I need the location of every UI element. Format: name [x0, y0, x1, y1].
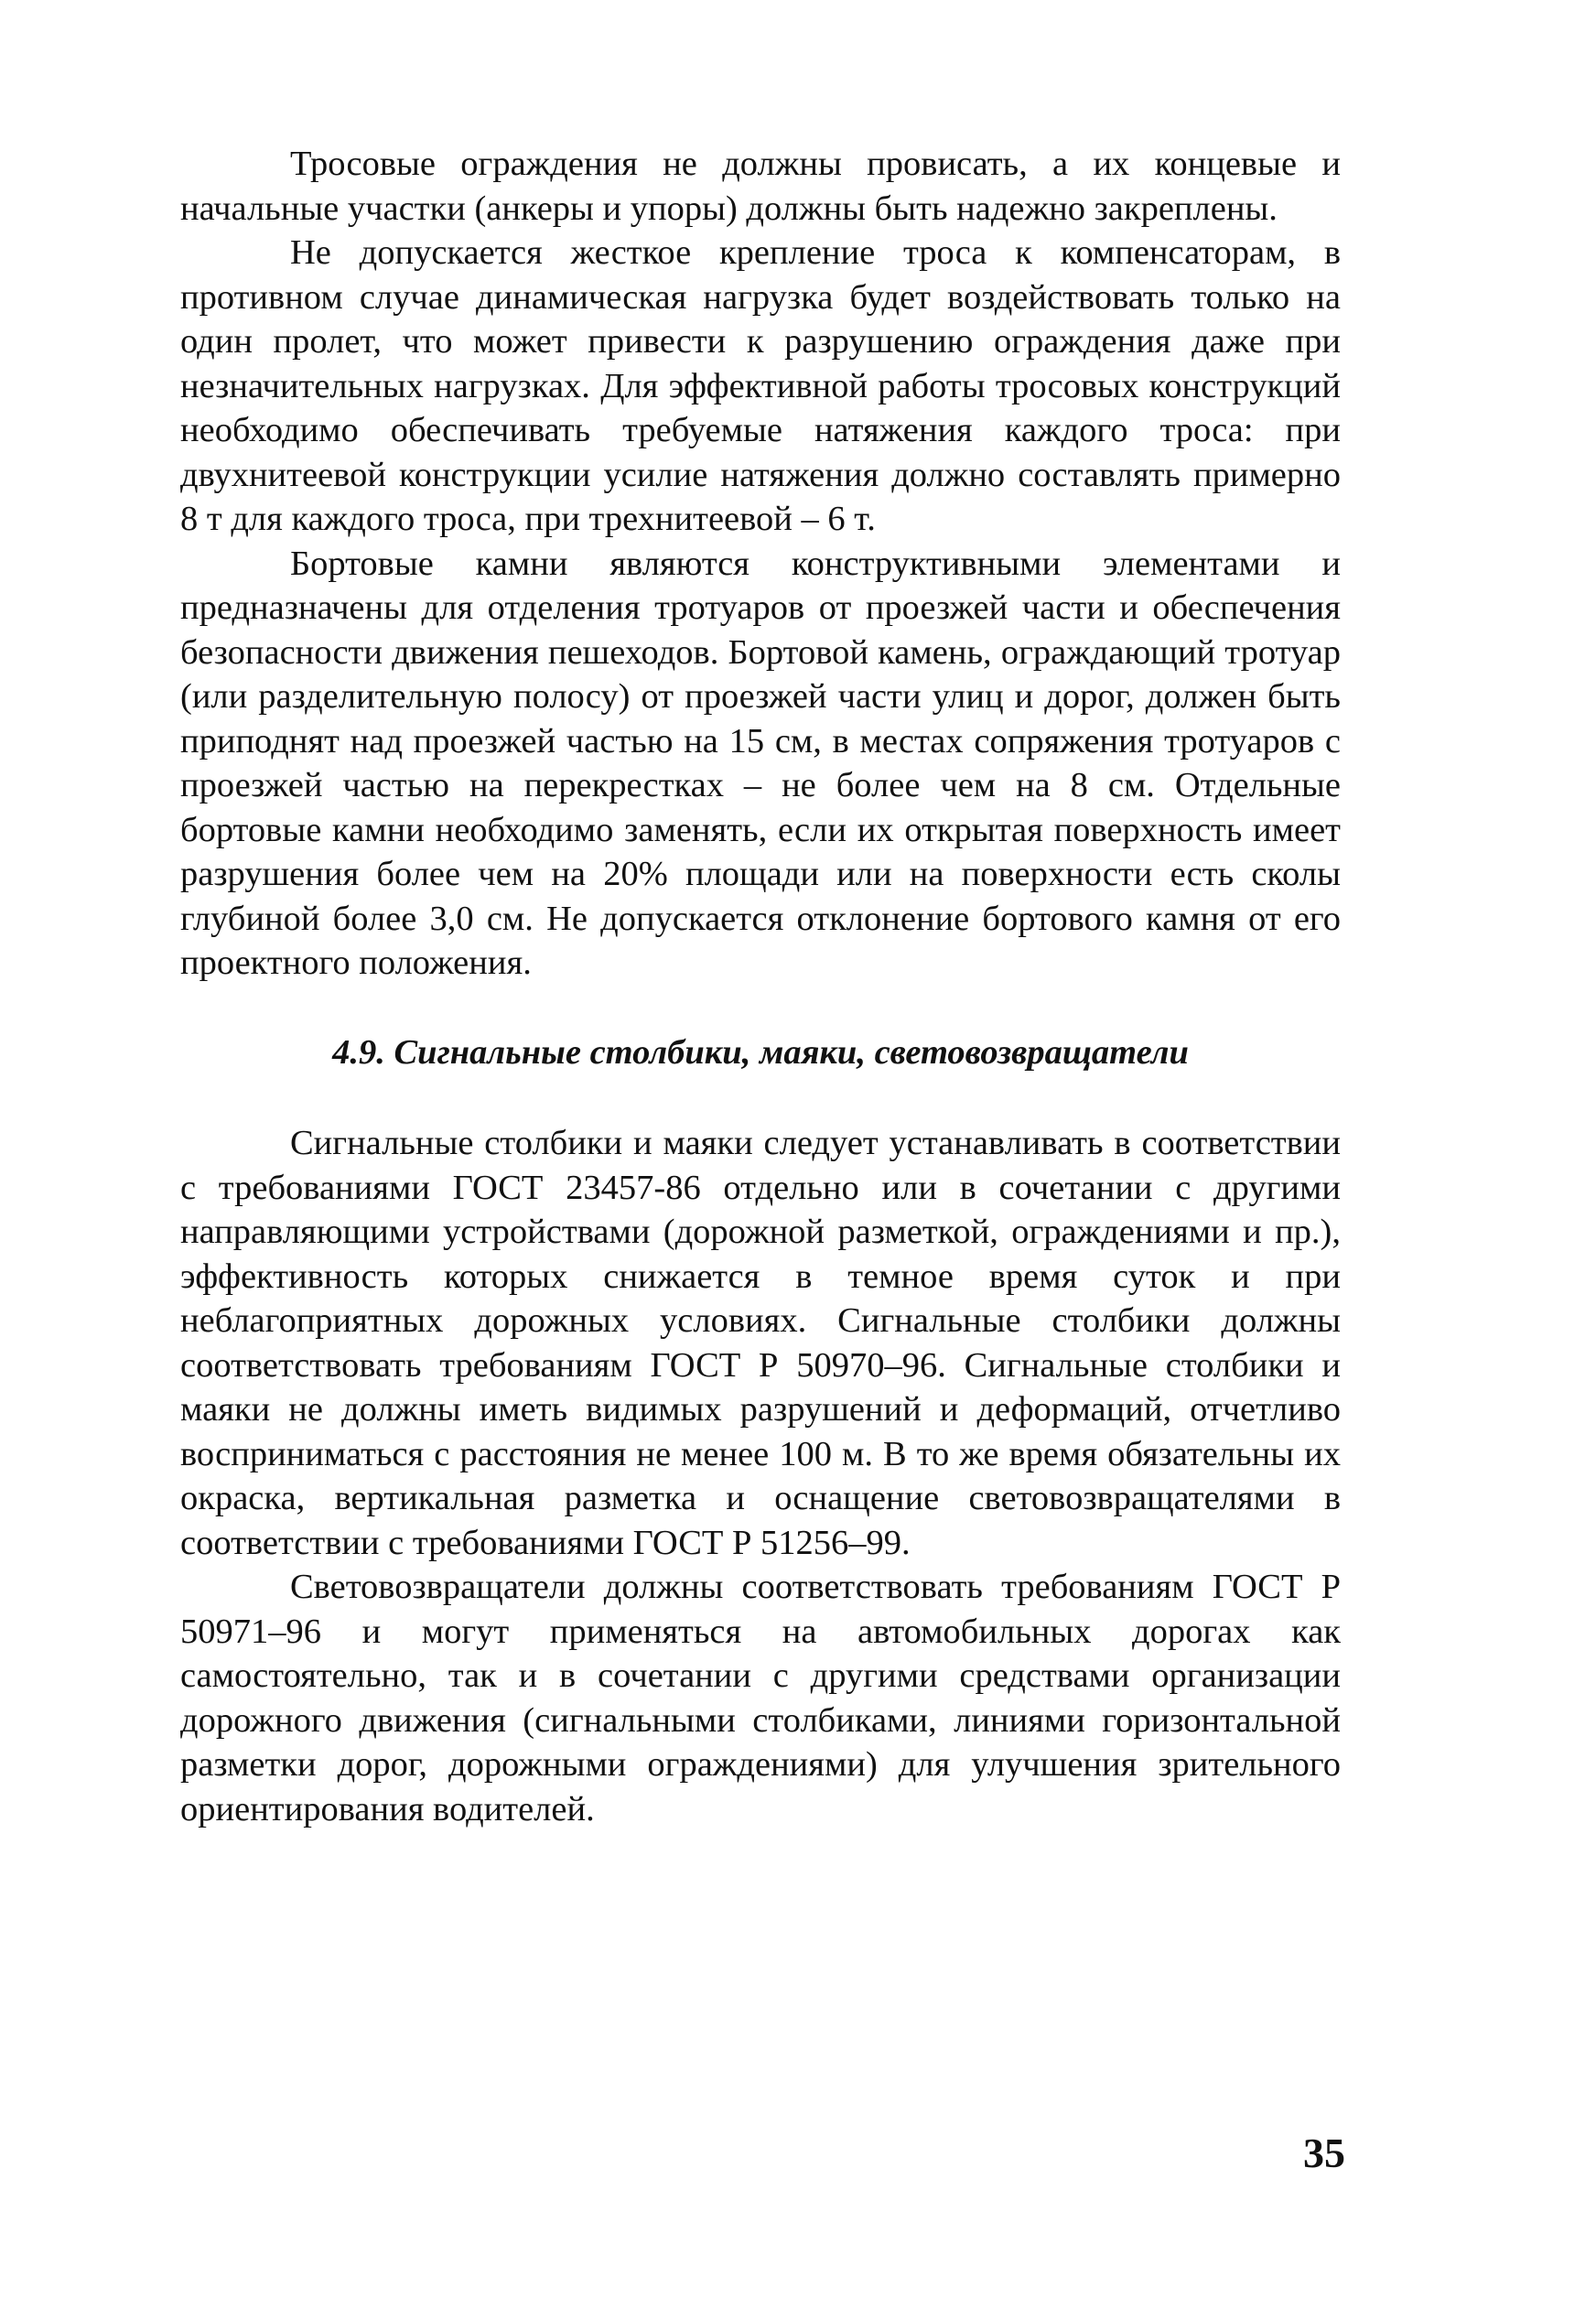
page-number: 35: [1303, 2130, 1345, 2176]
paragraph-cable-fences: Тросовые ограждения не должны провисать, а их концевые и начальные участки (анкеры и упоры) должны быть надежно закреплены.: [180, 145, 1341, 228]
paragraph-retroreflectors: Световозвращатели должны соответствовать требованиям ГОСТ Р 50971–96 и могут применяться на автомобильных дорогах как самостоятельно, так и в сочетании с другими средствами организации дорожного движения (сигнальными столбиками, линиями горизонтальной разметки дорог, дорожными ограждениями) для улучшения зрительного ориентирования водителей.: [180, 1568, 1341, 1828]
section-heading: 4.9. Сигнальные столбики, маяки, световозвращатели: [332, 1032, 1189, 1072]
paragraph-signal-posts: Сигнальные столбики и маяки следует устанавливать в соответствии с требованиями ГОСТ 23457-86 отдельно или в сочетании с другими направляющими устройствами (дорожной разметкой, ограждениями и пр.), эффективность которых снижается в темное время суток и при неблагоприятных дорожных условиях. Сигнальные столбики должны соответствовать требованиям ГОСТ Р 50970–96. Сигнальные столбики и маяки не должны иметь видимых разрушений и деформаций, отчетливо восприниматься с расстояния не менее 100 м. В то же время обязательны их окраска, вертикальная разметка и оснащение световозвращателями в соответствии с требованиями ГОСТ Р 51256–99.: [180, 1124, 1341, 1562]
paragraph-cable-tension: Не допускается жесткое крепление троса к компенсаторам, в противном случае динамическая нагрузка будет воздействовать только на один пролет, что может привести к разрушению ограждения даже при незначительных нагрузках. Для эффективной работы тросовых конструкций необходимо обеспечивать требуемые натяжения каждого троса: при двухнитеевой конструкции усилие натяжения должно составлять примерно 8 т для каждого троса, при трехнитеевой – 6 т.: [180, 233, 1341, 538]
paragraph-curbstones: Бортовые камни являются конструктивными элементами и предназначены для отделения тротуаров от проезжей части и обеспечения безопасности движения пешеходов. Бортовой камень, ограждающий тротуар (или разделительную полосу) от проезжей части улиц и дорог, должен быть приподнят над проезжей частью на 15 см, в местах сопряжения тротуаров с проезжей частью на перекрестках – не более чем на 8 см. Отдельные бортовые камни необходимо заменять, если их открытая поверхность имеет разрушения более чем на 20% площади или на поверхности есть сколы глубиной более 3,0 см. Не допускается отклонение бортового камня от его проектного положения.: [180, 544, 1341, 982]
document-page: [180, 142, 1341, 1831]
